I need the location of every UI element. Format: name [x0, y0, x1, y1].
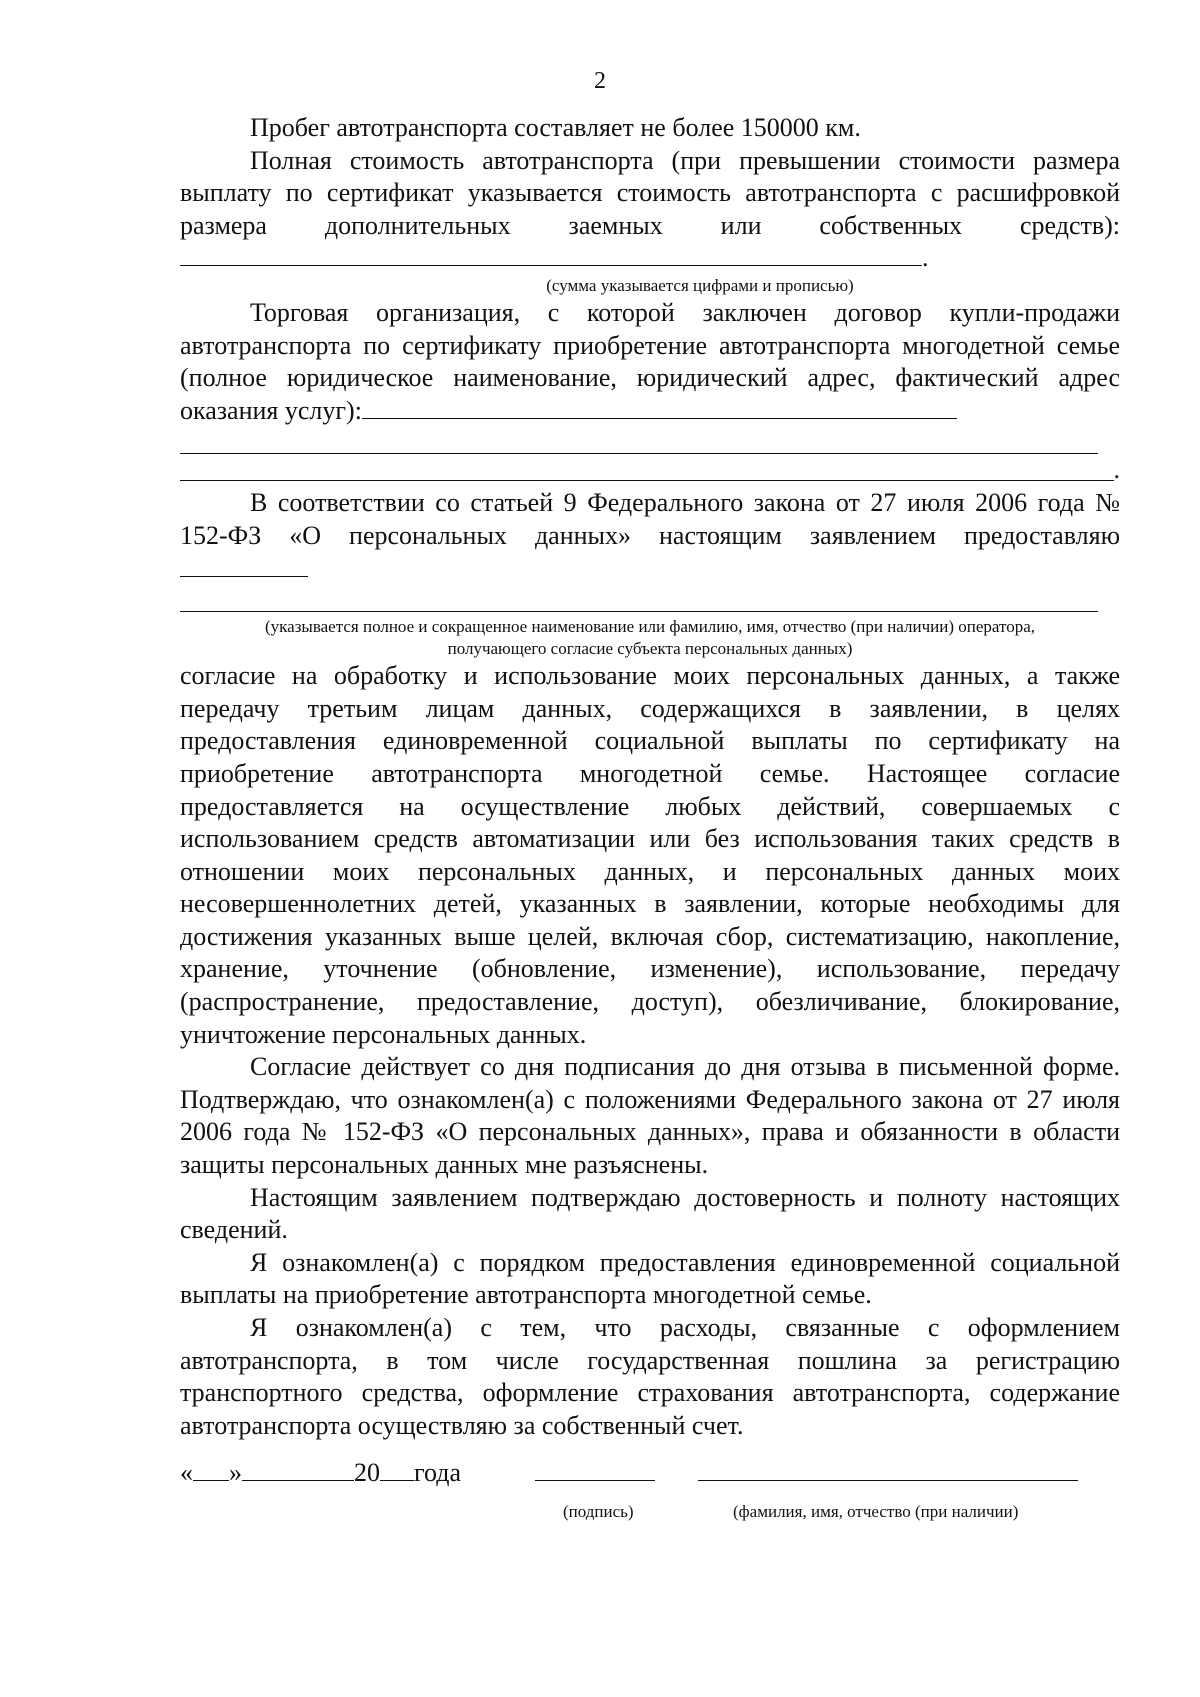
paragraph-mileage: Пробег автотранспорта составляет не более 150000 км.: [250, 113, 861, 142]
caption-signature: (подпись): [563, 1502, 634, 1521]
year-word: года: [414, 1458, 462, 1487]
signature-blank: [535, 1458, 655, 1481]
name-blank: [698, 1458, 1078, 1481]
full-cost-text: Полная стоимость автотранспорта (при превышении стоимости размера выплату по сертификат указывается стоимость автотранспорта с расшифровкой размера дополнительных заемных или собственных средств):: [180, 145, 1120, 240]
note-operator: (указывается полное и сокращенное наименование или фамилию, имя, отчество (при наличии) оператора, получающего согласие субъекта персональных данных): [264, 617, 1035, 659]
paragraph-consent-intro: [180, 487, 1120, 585]
date-line: [180, 1458, 461, 1488]
full-cost-blank: [180, 243, 922, 266]
year-prefix: 20: [354, 1458, 380, 1487]
note-sum: (сумма указывается цифрами и прописью): [546, 275, 854, 295]
paragraph-consent-duration: Согласие действует со дня подписания до дня отзыва в письменной форме. Подтверждаю, что ознакомлен(а) с положениями Федерального закона от 27 июля 2006 года № 152-ФЗ «О персональных данных», права и обязанности в области защиты персональных данных мне разъяснены.: [180, 1052, 1120, 1180]
full-cost-end: .: [922, 243, 929, 273]
year-blank: [380, 1458, 414, 1481]
day-blank: [193, 1458, 229, 1481]
consent-intro-text: В соответствии со статьей 9 Федерального закона от 27 июля 2006 года № 152-ФЗ «О персональных данных» настоящим заявлением предоставляю: [180, 488, 1120, 550]
trade-org-end: .: [1113, 455, 1120, 485]
trade-org-blank-3: [180, 454, 1114, 481]
document-body: [180, 112, 1120, 1442]
trade-org-blank-1: [362, 396, 957, 419]
trade-org-blank-2: [180, 427, 1098, 454]
trade-org-text: Торговая организация, с которой заключен договор купли-продажи автотранспорта по сертификату приобретение автотранспорта многодетной семье (полное юридическое наименование, юридический адрес, фактический адрес оказания услуг):: [180, 297, 1120, 425]
paragraph-acknowledge-expenses: Я ознакомлен(а) с тем, что расходы, связанные с оформлением автотранспорта, в том числе государственная пошлина за регистрацию транспортного средства, оформление страхования автотранспорта, содержание автотранспорта осуществляю за собственный счет.: [180, 1313, 1120, 1440]
trade-org-blank-3-row: [180, 454, 1120, 485]
paragraph-confirmation: Настоящим заявлением подтверждаю достоверность и полноту настоящих сведений.: [180, 1182, 1120, 1245]
paragraph-consent-scope: согласие на обработку и использование моих персональных данных, а также передачу третьим лицам данных, содержащихся в заявлении, в целях предоставления единовременной социальной выплаты по сертификату на приобретение автотранспорта многодетной семье. Настоящее согласие предоставляется на осуществление любых действий, совершаемых с использованием средств автоматизации или без использования таких средств в отношении моих персональных данных, и персональных данных моих несовершеннолетних детей, указанных в заявлении, которые необходимы для достижения указанных выше целей, включая сбор, систематизацию, накопление, хранение, уточнение (обновление, изменение), использование, передачу (распространение, предоставление, доступ), обезличивание, блокирование, уничтожение персональных данных.: [180, 661, 1120, 1049]
operator-blank-1: [180, 554, 308, 577]
month-blank: [242, 1458, 354, 1481]
page-number: 2: [594, 68, 606, 94]
signature-line-row: [535, 1458, 655, 1488]
quote-open: «: [180, 1458, 193, 1487]
operator-blank-2: [180, 585, 1098, 612]
caption-name: (фамилия, имя, отчество (при наличии): [733, 1502, 1019, 1521]
name-line-row: [698, 1458, 1078, 1488]
signature-block: [180, 1458, 1120, 1548]
quote-close: »: [229, 1458, 242, 1487]
paragraph-full-cost: [180, 145, 1120, 275]
paragraph-acknowledge-procedure: Я ознакомлен(а) с порядком предоставления единовременной социальной выплаты на приобретение автотранспорта многодетной семье.: [180, 1247, 1120, 1310]
paragraph-trade-org: [180, 297, 1120, 427]
